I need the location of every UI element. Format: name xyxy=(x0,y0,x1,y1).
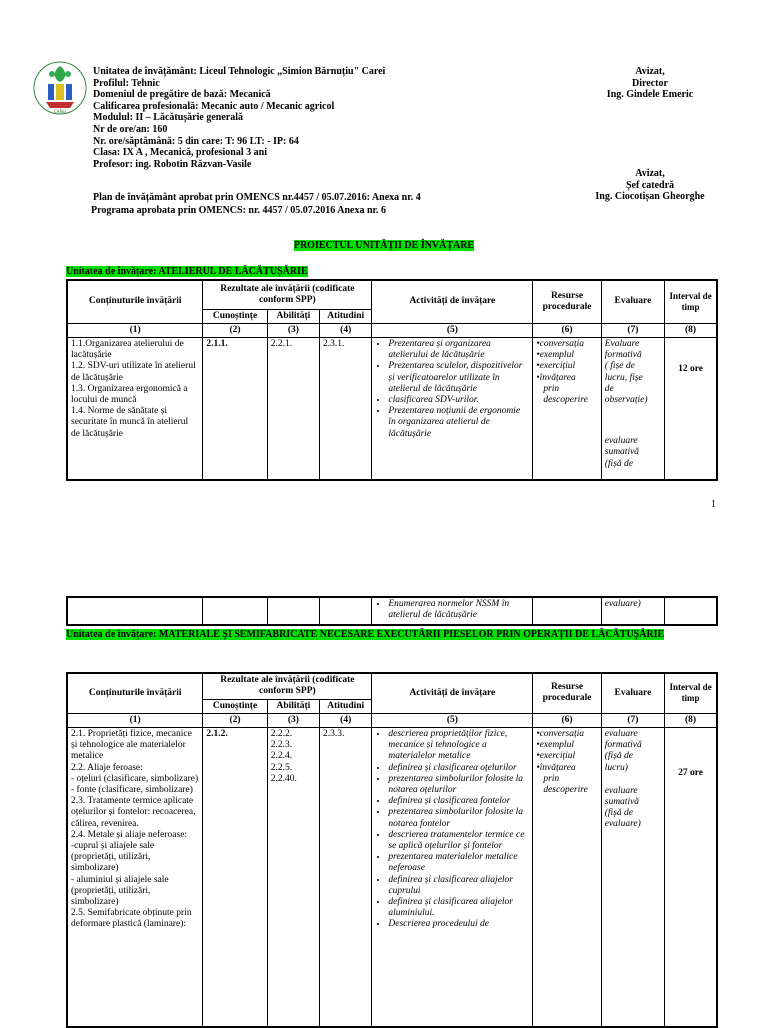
col-activities: Activități de învățare xyxy=(372,673,533,713)
approval-director xyxy=(570,66,730,101)
col-results: Rezultate ale învățării (codificate conform SPP) xyxy=(203,280,372,309)
approval-role: Director xyxy=(632,77,668,89)
col-num-4: (4) xyxy=(320,323,372,337)
header-domain: Domeniul de pregătire de bază: Mecanică xyxy=(93,89,271,101)
col-num-4: (4) xyxy=(320,713,372,727)
resource-item: descoperire xyxy=(543,394,588,405)
col-resources: Resurse procedurale xyxy=(533,280,601,323)
row2-content xyxy=(67,727,203,1027)
col-num-2: (2) xyxy=(203,323,267,337)
evaluation-line: lucru, fișe xyxy=(604,372,643,383)
content-item: 1.1.Organizarea atelierului de lacătușărie xyxy=(71,338,184,361)
activity-item: • Prezentarea și organizarea atelierului de lăcătușărie xyxy=(388,339,529,361)
activity-item: • definirea și clasificarea fontelor xyxy=(388,796,529,807)
approval-head-dept xyxy=(570,168,730,203)
activity-item: • definirea și clasificarea aliajelor aluminiului. xyxy=(388,897,529,919)
row2-resources xyxy=(533,727,601,1027)
school-logo xyxy=(32,60,88,116)
evaluation-line: sumativă xyxy=(604,447,640,458)
cont-resources xyxy=(533,597,601,625)
col-num-1: (1) xyxy=(67,713,203,727)
resource-item: •exemplul xyxy=(536,350,574,361)
col-knowledge: Cunoștințe xyxy=(203,309,267,323)
page-number: 1 xyxy=(711,499,716,510)
evaluation-line: lucru) xyxy=(604,762,628,773)
content-item: - fonte (clasificare, simbolizare) xyxy=(71,784,193,795)
unit1-heading xyxy=(66,266,366,278)
row2-time: 27 ore xyxy=(665,727,717,1027)
row2-skills xyxy=(267,727,319,1027)
col-num-3: (3) xyxy=(267,323,319,337)
col-evaluation: Evaluare xyxy=(601,280,664,323)
activity-item: • definirea și clasificarea oțelurilor xyxy=(388,763,529,774)
resource-item: •conversația xyxy=(536,338,584,349)
row1-time: 12 ore xyxy=(665,337,717,480)
row1-activities xyxy=(372,337,533,480)
cont-activities xyxy=(372,597,533,625)
cont-skills xyxy=(267,597,319,625)
col-num-6: (6) xyxy=(533,323,601,337)
col-num-7: (7) xyxy=(601,323,664,337)
cont-knowledge xyxy=(203,597,267,625)
svg-text:CAREI: CAREI xyxy=(53,109,67,114)
activity-item: • prezentarea simbolurilor folosite la notarea fontelor xyxy=(388,807,529,829)
unit2-heading xyxy=(66,629,666,641)
col-knowledge: Cunoștințe xyxy=(203,699,267,713)
row2-activities xyxy=(372,727,533,1027)
row1-knowledge: 2.1.1. xyxy=(203,337,267,480)
activity-item: • Prezentarea sculelor, dispozitivelor și verificatoarelor utilizate în atelierul de lăcătușărie xyxy=(388,361,529,395)
evaluation-line: ( fișe de xyxy=(604,361,635,372)
resource-item: •exemplul xyxy=(536,740,574,751)
col-attitudes: Atitudini xyxy=(320,699,372,713)
content-item: 2.3. Tratamente termice aplicate oțelurilor și fontelor: recoacerea, călirea, revenirea. xyxy=(71,796,196,829)
col-num-6: (6) xyxy=(533,713,601,727)
content-item: 1.3. Organizarea ergonomică a locului de muncă xyxy=(71,383,188,405)
evaluation-line: evaluare xyxy=(604,785,638,796)
activity-item: • prezentarea simbolurilor folosite la notarea oțelurilor xyxy=(388,774,529,796)
unit2-label: Unitatea de învățare: xyxy=(66,629,157,640)
content-item: 1.4. Norme de sănătate și securitate în muncă în atelierul de lăcătușărie xyxy=(71,406,189,439)
row1-skills: 2.2.1. xyxy=(267,337,319,480)
content-item: - oțeluri (clasificare, simbolizare) xyxy=(71,773,199,784)
unit1-label: Unitatea de învățare: xyxy=(66,266,157,277)
header-info xyxy=(93,66,513,170)
col-results: Rezultate ale învățării (codificate conform SPP) xyxy=(203,673,372,699)
table-row xyxy=(67,597,717,625)
cont-time xyxy=(665,597,717,625)
approval-person: Ing. Ciocotișan Gheorghe xyxy=(595,191,705,203)
col-activities: Activități de învățare xyxy=(372,280,533,323)
evaluation-line: formativă xyxy=(604,350,642,361)
evaluation-line: (fișă de xyxy=(604,808,633,819)
content-item: - aluminiul și aliajele sale (proprietăți, utilizări, simbolizare) xyxy=(71,874,169,907)
continuation-table xyxy=(66,596,718,626)
header-class: Clasa: IX A , Mecanică, profesional 3 ani xyxy=(93,147,267,159)
table-row xyxy=(67,337,717,480)
col-num-5: (5) xyxy=(372,323,533,337)
plan-line: Plan de învățământ aprobat prin OMENCS nr.4457 / 05.07.2016: Anexa nr. 4 xyxy=(93,192,421,203)
resource-item: prin xyxy=(543,773,560,784)
activity-item: • prezentarea materialelor metalice neferoase xyxy=(388,852,529,874)
col-skills: Abilități xyxy=(267,309,319,323)
program-line: Programa aprobata prin OMENCS: nr. 4457 / 05.07.2016 Anexa nr. 6 xyxy=(91,205,387,216)
row1-evaluation xyxy=(601,337,664,480)
unit1-name: ATELIERUL DE LĂCĂTUȘĂRIE xyxy=(158,266,308,277)
col-attitudes: Atitudini xyxy=(320,309,372,323)
resource-item: •învățarea xyxy=(536,372,576,383)
row2-attitudes: 2.3.3. xyxy=(320,727,372,1027)
activity-item: • descrierea proprietăților fizice, mecanice și tehnologice a materialelor metalice xyxy=(388,729,529,763)
resource-item: descoperire xyxy=(543,784,588,795)
evaluation-line: evaluare) xyxy=(604,819,641,830)
unit2-table xyxy=(66,672,718,1028)
evaluation-line: (fișă de xyxy=(604,751,633,762)
row2-knowledge: 2.1.2. xyxy=(203,727,267,1027)
evaluation-line: evaluare xyxy=(604,436,638,447)
evaluation-line: formativă xyxy=(604,740,642,751)
content-item: 2.1. Proprietăți fizice, mecanice și tehnologice ale materialelor metalice xyxy=(71,728,192,762)
document-title: PROIECTUL UNITĂȚII DE ÎNVĂȚARE xyxy=(293,240,475,251)
evaluation-line: observație) xyxy=(604,394,648,405)
row1-resources xyxy=(533,337,601,480)
unit2-name: MATERIALE ȘI SEMIFABRICATE NECESARE EXECUTĂRII PIESELOR PRIN OPERAȚII DE LĂCĂTUȘĂRIE xyxy=(158,629,665,640)
col-num-2: (2) xyxy=(203,713,267,727)
evaluation-line: sumativă xyxy=(604,796,640,807)
activity-item: • Prezentarea noțiunii de ergonomie în organizarea atelierul de lăcătușărie xyxy=(388,406,529,440)
activity-item: • Enumerarea normelor NSSM în atelierul de lăcătușărie xyxy=(388,599,529,621)
content-item: -cuprul și aliajele sale (proprietăți, utilizări, simbolizare) xyxy=(71,840,155,874)
resource-item: •conversația xyxy=(536,728,584,739)
col-content: Conținuturile învățării xyxy=(67,673,203,713)
header-hours-week: Nr. ore/săptămână: 5 din care: T: 96 LT: - IP: 64 xyxy=(93,135,299,147)
evaluation-line: Evaluare xyxy=(604,338,640,349)
activity-item: • clasificarea SDV-urilor. xyxy=(388,395,529,406)
cont-evaluation: evaluare) xyxy=(601,597,664,625)
col-num-5: (5) xyxy=(372,713,533,727)
skill-code: 2.2.5. xyxy=(270,762,293,773)
row2-evaluation xyxy=(601,727,664,1027)
header-school: Unitatea de învățământ: Liceul Tehnologic „Simion Bărnuțiu" Carei xyxy=(93,66,386,77)
header-hours-year: Nr de ore/an: 160 xyxy=(93,123,168,135)
activity-item: • definirea și clasificarea aliajelor cuprului xyxy=(388,875,529,897)
approval-person: Ing. Gindele Emeric xyxy=(606,89,694,101)
col-time: Interval de timp xyxy=(665,280,717,323)
col-resources: Resurse procedurale xyxy=(533,673,601,713)
approval-label: Avizat, xyxy=(635,168,665,179)
col-num-8: (8) xyxy=(665,713,717,727)
col-content: Conținuturile învățării xyxy=(67,280,203,323)
col-num-1: (1) xyxy=(67,323,203,337)
resource-item: •exercițiul xyxy=(536,751,576,762)
approval-role: Șef catedră xyxy=(625,179,675,191)
resource-item: prin xyxy=(543,383,560,394)
cont-attitudes xyxy=(320,597,372,625)
col-num-7: (7) xyxy=(601,713,664,727)
header-teacher: Profesor: ing. Robotin Răzvan-Vasile xyxy=(93,158,252,170)
evaluation-line: de xyxy=(604,383,614,394)
evaluation-line: (fișă de xyxy=(604,458,633,469)
col-num-8: (8) xyxy=(665,323,717,337)
skill-code: 2.2.3. xyxy=(270,740,293,751)
content-item: 1.2. SDV-uri utilizate în atelierul de lăcătușărie xyxy=(71,361,196,383)
resource-item: •exercițiul xyxy=(536,361,576,372)
unit1-table xyxy=(66,279,718,481)
content-item: 2.2. Aliaje feroase: xyxy=(71,762,143,773)
content-item: 2.5. Semifabricate obținute prin deformare plastică (laminare): xyxy=(71,908,192,930)
row1-content xyxy=(67,337,203,480)
header-module: Modulul: II – Lăcătușărie generală xyxy=(93,112,243,124)
approval-label: Avizat, xyxy=(635,66,665,77)
col-num-3: (3) xyxy=(267,713,319,727)
skill-code: 2.2.2. xyxy=(270,728,293,739)
skill-code: 2.2.4. xyxy=(270,751,293,762)
resource-item: •învățarea xyxy=(536,762,576,773)
col-skills: Abilități xyxy=(267,699,319,713)
content-item: 2.4. Metale și aliaje neferoase: xyxy=(71,829,188,840)
col-time: Interval de timp xyxy=(665,673,717,713)
row1-attitudes: 2.3.1. xyxy=(320,337,372,480)
header-profile: Profilul: Tehnic xyxy=(93,77,160,89)
cont-content xyxy=(67,597,203,625)
skill-code: 2.2.40. xyxy=(270,773,297,784)
evaluation-line: evaluare xyxy=(604,728,638,739)
table-row xyxy=(67,727,717,1027)
col-evaluation: Evaluare xyxy=(601,673,664,713)
activity-item: • Descrierea procedeului de xyxy=(388,919,529,930)
activity-item: • descrierea tratamentelor termice ce se aplică oțelurilor și fontelor xyxy=(388,830,529,852)
header-qualification: Calificarea profesională: Mecanic auto / Mecanic agricol xyxy=(93,100,335,112)
